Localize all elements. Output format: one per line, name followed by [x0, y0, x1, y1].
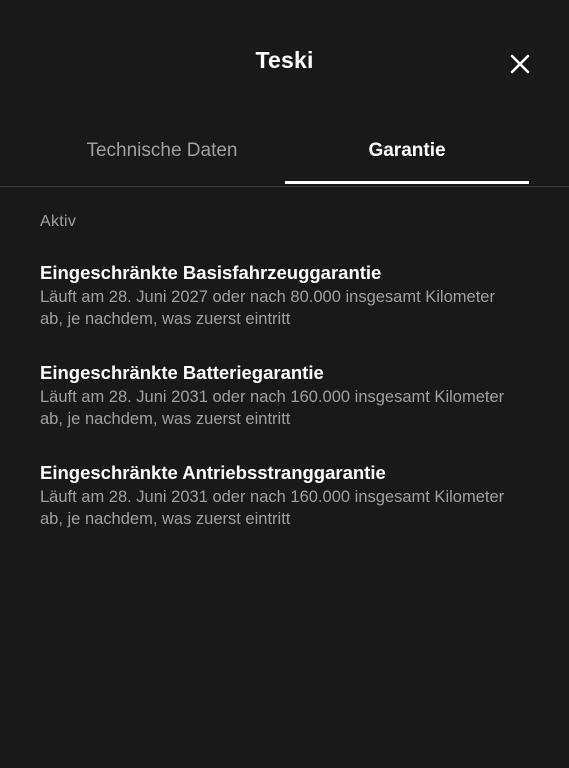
warranty-item — [40, 460, 540, 530]
close-button[interactable] — [500, 44, 540, 84]
active-tab-indicator — [285, 181, 529, 184]
tab-bar — [0, 118, 569, 187]
tab-technische-daten[interactable]: Technische Daten — [86, 140, 238, 161]
close-icon — [510, 54, 530, 74]
modal-header — [0, 0, 569, 128]
warranty-item — [40, 360, 540, 430]
warranty-title: Eingeschränkte Basisfahrzeuggarantie — [40, 262, 382, 283]
warranty-description: Läuft am 28. Juni 2031 oder nach 160.000 insgesamt Kilometer ab, je nachdem, was zuerst eintritt — [40, 388, 505, 428]
warranty-description: Läuft am 28. Juni 2031 oder nach 160.000 insgesamt Kilometer ab, je nachdem, was zuerst eintritt — [40, 488, 505, 528]
tab-garantie[interactable]: Garantie — [368, 140, 446, 161]
warranty-list — [40, 213, 540, 560]
section-label-aktiv: Aktiv — [40, 213, 77, 230]
warranty-title: Eingeschränkte Antriebsstranggarantie — [40, 462, 386, 483]
warranty-item — [40, 260, 540, 330]
warranty-description: Läuft am 28. Juni 2027 oder nach 80.000 insgesamt Kilometer ab, je nachdem, was zuerst eintritt — [40, 288, 495, 328]
page-title: Teski — [255, 47, 314, 73]
warranty-title: Eingeschränkte Batteriegarantie — [40, 362, 324, 383]
